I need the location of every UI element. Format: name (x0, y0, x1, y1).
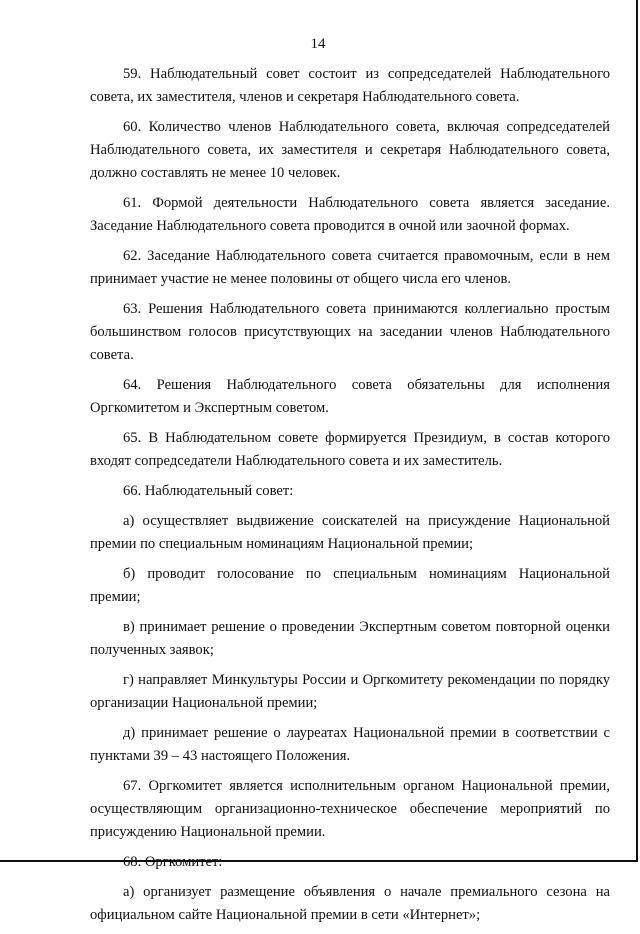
paragraph-68-a: а) организует размещение объявления о начале премиального сезона на официальном сайте Национальной премии в сети «Интернет»; (90, 884, 610, 923)
paragraph-63: 63. Решения Наблюдательного совета принимаются коллегиально простым большинством голосов присутствующих на заседании членов Наблюдательного совета. (90, 301, 610, 363)
paragraph-65: 65. В Наблюдательном совете формируется Президиум, в состав которого входят сопредседатели Наблюдательного совета и их заместитель. (90, 430, 610, 469)
paragraph-67: 67. Оргкомитет является исполнительным органом Национальной премии, осуществляющим организационно-техническое обеспечение мероприятий по присуждению Национальной премии. (90, 778, 610, 840)
paragraph-66-g: г) направляет Минкультуры России и Оргкомитету рекомендации по порядку организации Национальной премии; (90, 672, 610, 711)
document-body (90, 63, 610, 934)
paragraph-61: 61. Формой деятельности Наблюдательного совета является заседание. Заседание Наблюдательного совета проводится в очной или заочной формах. (90, 195, 610, 234)
paragraph-66-b: б) проводит голосование по специальным номинациям Национальной премии; (90, 566, 610, 605)
paragraph-62: 62. Заседание Наблюдательного совета считается правомочным, если в нем принимает участие не менее половины от общего числа его членов. (90, 248, 610, 287)
paragraph-66: 66. Наблюдательный совет: (123, 483, 294, 499)
paragraph-66-a: а) осуществляет выдвижение соискателей на присуждение Национальной премии по специальным номинациям Национальной премии; (90, 513, 610, 552)
paragraph-66-d: д) принимает решение о лауреатах Национальной премии в соответствии с пунктами 39 – 43 настоящего Положения. (90, 725, 610, 764)
paragraph-68: 68. Оргкомитет: (123, 854, 223, 870)
paragraph-66-v: в) принимает решение о проведении Экспертным советом повторной оценки полученных заявок; (90, 619, 610, 658)
paragraph-64: 64. Решения Наблюдательного совета обязательны для исполнения Оргкомитетом и Экспертным советом. (90, 377, 610, 416)
paragraph-59: 59. Наблюдательный совет состоит из сопредседателей Наблюдательного совета, их заместителя, членов и секретаря Наблюдательного совета. (90, 66, 610, 105)
page-number: 14 (310, 36, 326, 52)
paragraph-60: 60. Количество членов Наблюдательного совета, включая сопредседателей Наблюдательного совета, их заместителя и секретаря Наблюдательного совета, должно составлять не менее 10 человек. (90, 119, 610, 181)
